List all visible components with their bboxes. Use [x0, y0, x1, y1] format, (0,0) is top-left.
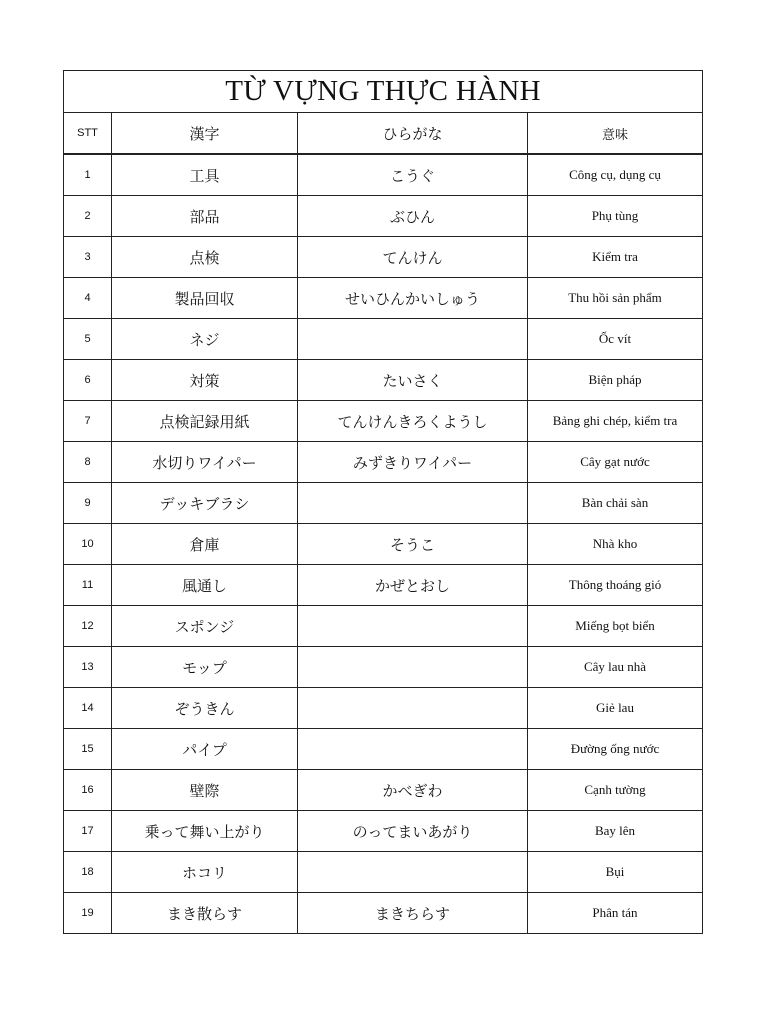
- table-row: [64, 688, 703, 729]
- table-row: [64, 770, 703, 811]
- hiragana-cell: かべぎわ: [298, 770, 528, 811]
- meaning-cell: Công cụ, dụng cụ: [528, 154, 703, 196]
- stt-cell: 4: [64, 278, 112, 319]
- kanji-cell: 工具: [112, 154, 298, 196]
- stt-cell: 10: [64, 524, 112, 565]
- hiragana-cell: てんけん: [298, 237, 528, 278]
- stt-cell: 12: [64, 606, 112, 647]
- kanji-cell: モップ: [112, 647, 298, 688]
- hiragana-cell: こうぐ: [298, 154, 528, 196]
- vocabulary-table: [63, 70, 703, 934]
- table-row: [64, 606, 703, 647]
- hiragana-cell: たいさく: [298, 360, 528, 401]
- stt-cell: 18: [64, 852, 112, 893]
- stt-cell: 9: [64, 483, 112, 524]
- hiragana-cell: てんけんきろくようし: [298, 401, 528, 442]
- hiragana-cell: そうこ: [298, 524, 528, 565]
- hiragana-cell: [298, 606, 528, 647]
- meaning-cell: Bay lên: [528, 811, 703, 852]
- table-row: [64, 442, 703, 483]
- meaning-cell: Bàn chải sàn: [528, 483, 703, 524]
- meaning-cell: Đường ống nước: [528, 729, 703, 770]
- kanji-cell: 点検記録用紙: [112, 401, 298, 442]
- table-row: [64, 237, 703, 278]
- hiragana-cell: ぶひん: [298, 196, 528, 237]
- meaning-cell: Cây lau nhà: [528, 647, 703, 688]
- stt-cell: 13: [64, 647, 112, 688]
- table-row: [64, 729, 703, 770]
- hiragana-cell: かぜとおし: [298, 565, 528, 606]
- header-stt: STT: [64, 113, 112, 155]
- table-body: [64, 154, 703, 934]
- meaning-cell: Thông thoáng gió: [528, 565, 703, 606]
- table-row: [64, 647, 703, 688]
- kanji-cell: スポンジ: [112, 606, 298, 647]
- meaning-cell: Nhà kho: [528, 524, 703, 565]
- table-row: [64, 483, 703, 524]
- stt-cell: 7: [64, 401, 112, 442]
- kanji-cell: パイプ: [112, 729, 298, 770]
- hiragana-cell: [298, 852, 528, 893]
- stt-cell: 11: [64, 565, 112, 606]
- meaning-cell: Thu hồi sản phẩm: [528, 278, 703, 319]
- meaning-cell: Biện pháp: [528, 360, 703, 401]
- kanji-cell: 乗って舞い上がり: [112, 811, 298, 852]
- stt-cell: 16: [64, 770, 112, 811]
- hiragana-cell: せいひんかいしゅう: [298, 278, 528, 319]
- stt-cell: 1: [64, 154, 112, 196]
- stt-cell: 8: [64, 442, 112, 483]
- stt-cell: 19: [64, 893, 112, 934]
- stt-cell: 6: [64, 360, 112, 401]
- meaning-cell: Ốc vít: [528, 319, 703, 360]
- stt-cell: 15: [64, 729, 112, 770]
- kanji-cell: ネジ: [112, 319, 298, 360]
- meaning-cell: Giẻ lau: [528, 688, 703, 729]
- table-row: [64, 811, 703, 852]
- kanji-cell: 風通し: [112, 565, 298, 606]
- kanji-cell: 製品回収: [112, 278, 298, 319]
- kanji-cell: 水切りワイパー: [112, 442, 298, 483]
- hiragana-cell: のってまいあがり: [298, 811, 528, 852]
- table-row: [64, 278, 703, 319]
- stt-cell: 14: [64, 688, 112, 729]
- hiragana-cell: [298, 319, 528, 360]
- meaning-cell: Cây gạt nước: [528, 442, 703, 483]
- meaning-cell: Bảng ghi chép, kiểm tra: [528, 401, 703, 442]
- hiragana-cell: [298, 688, 528, 729]
- hiragana-cell: [298, 483, 528, 524]
- hiragana-cell: [298, 729, 528, 770]
- kanji-cell: ぞうきん: [112, 688, 298, 729]
- kanji-cell: 倉庫: [112, 524, 298, 565]
- table-row: [64, 401, 703, 442]
- meaning-cell: Cạnh tường: [528, 770, 703, 811]
- table-row: [64, 360, 703, 401]
- kanji-cell: 対策: [112, 360, 298, 401]
- header-row: [64, 113, 703, 155]
- header-hiragana: ひらがな: [298, 113, 528, 155]
- table-row: [64, 154, 703, 196]
- table-row: [64, 524, 703, 565]
- header-kanji: 漢字: [112, 113, 298, 155]
- hiragana-cell: [298, 647, 528, 688]
- meaning-cell: Bụi: [528, 852, 703, 893]
- kanji-cell: デッキブラシ: [112, 483, 298, 524]
- hiragana-cell: まきちらす: [298, 893, 528, 934]
- table-title: TỪ VỰNG THỰC HÀNH: [64, 71, 703, 113]
- table-row: [64, 565, 703, 606]
- stt-cell: 5: [64, 319, 112, 360]
- kanji-cell: まき散らす: [112, 893, 298, 934]
- table-row: [64, 319, 703, 360]
- table-row: [64, 852, 703, 893]
- hiragana-cell: みずきりワイパー: [298, 442, 528, 483]
- stt-cell: 17: [64, 811, 112, 852]
- kanji-cell: 壁際: [112, 770, 298, 811]
- meaning-cell: Kiểm tra: [528, 237, 703, 278]
- header-meaning: 意味: [528, 113, 703, 155]
- table-row: [64, 196, 703, 237]
- meaning-cell: Miếng bọt biển: [528, 606, 703, 647]
- stt-cell: 2: [64, 196, 112, 237]
- table-row: [64, 893, 703, 934]
- kanji-cell: 点検: [112, 237, 298, 278]
- meaning-cell: Phân tán: [528, 893, 703, 934]
- kanji-cell: ホコリ: [112, 852, 298, 893]
- meaning-cell: Phụ tùng: [528, 196, 703, 237]
- kanji-cell: 部品: [112, 196, 298, 237]
- stt-cell: 3: [64, 237, 112, 278]
